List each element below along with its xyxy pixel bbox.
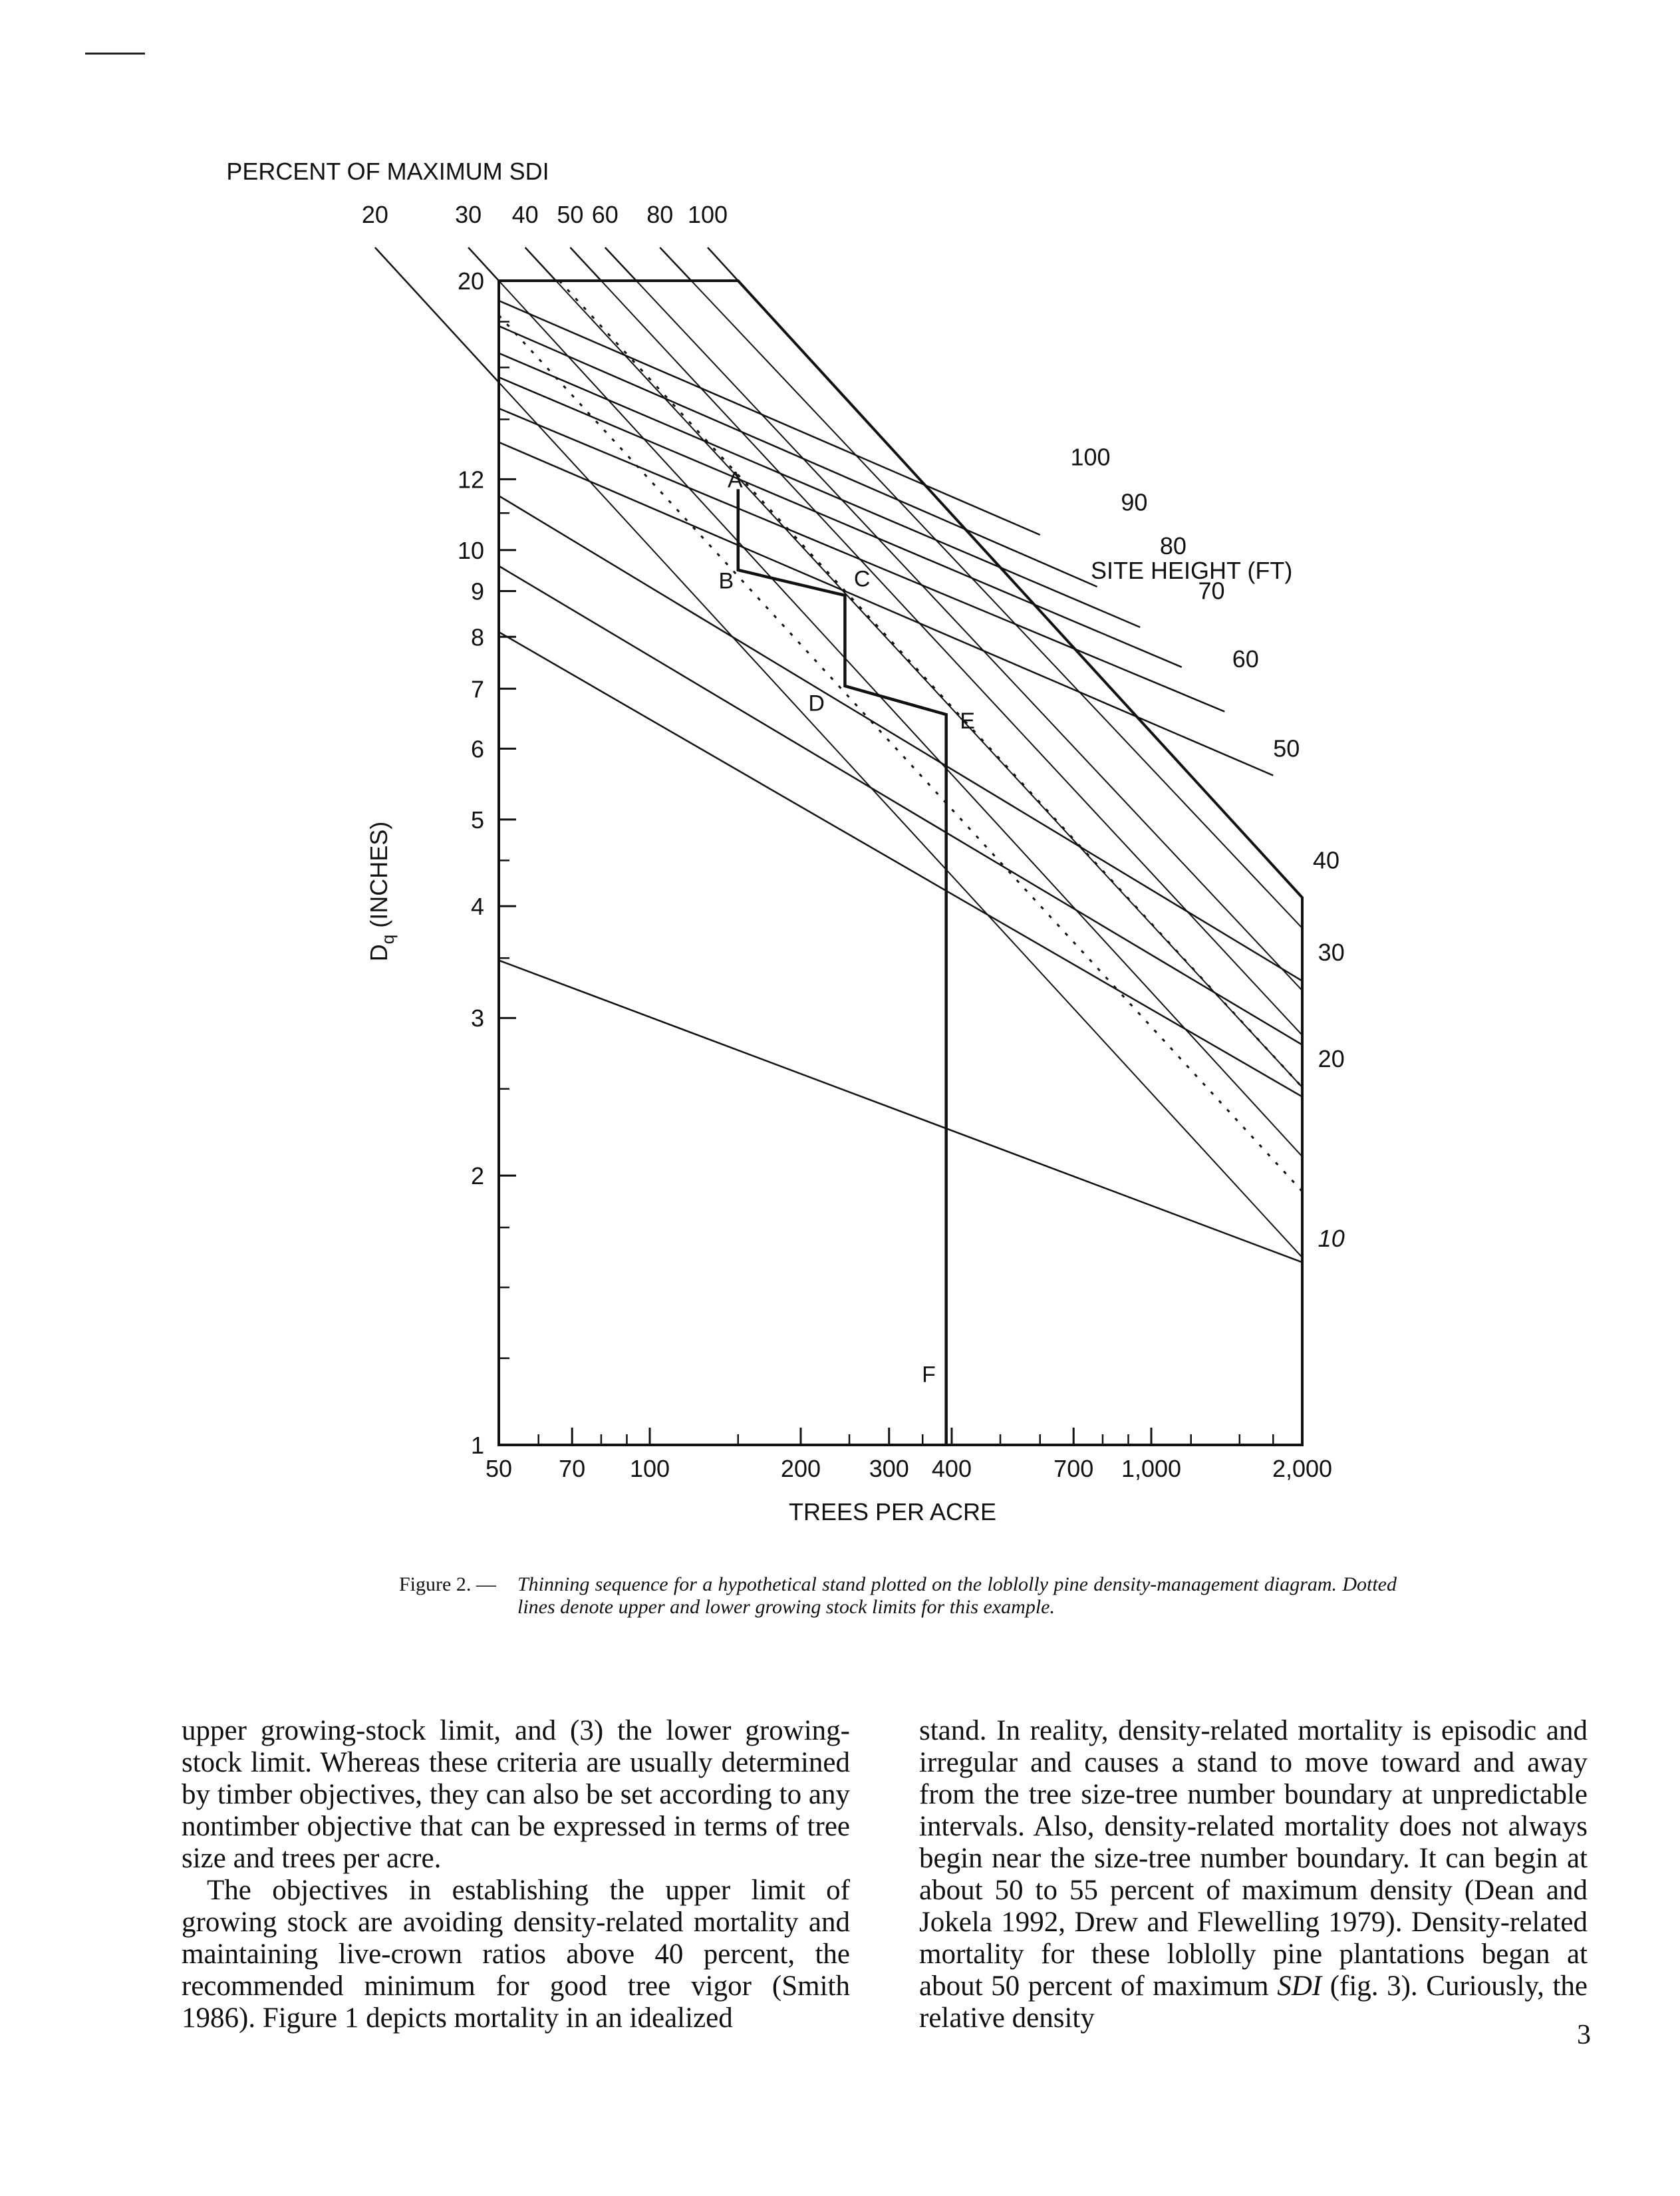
y-tick-label: 10 xyxy=(457,536,484,564)
sdi-top-tick xyxy=(660,247,691,281)
site-height-label: SITE HEIGHT (FT) xyxy=(1091,557,1293,584)
x-tick-label: 1,000 xyxy=(1121,1455,1182,1482)
y-tick-label: 20 xyxy=(457,267,484,295)
top-axis-label: PERCENT OF MAXIMUM SDI xyxy=(226,158,549,185)
y-tick-label: 7 xyxy=(470,675,484,703)
site-height-value-label: 70 xyxy=(1198,577,1225,605)
thinning-point-label: E xyxy=(960,708,975,734)
y-tick-label: 9 xyxy=(470,577,484,605)
sdi-percent-label: 30 xyxy=(455,201,482,228)
y-tick-label: 5 xyxy=(470,806,484,834)
sdi-line xyxy=(636,281,1302,991)
thinning-point-label: A xyxy=(728,467,743,493)
x-tick-label: 100 xyxy=(629,1455,670,1482)
sdi-top-tick xyxy=(708,247,738,281)
body-column-right xyxy=(919,1715,1588,2034)
site-height-line xyxy=(499,566,1302,1045)
x-tick-label: 200 xyxy=(780,1455,821,1482)
site-height-line xyxy=(499,377,1182,667)
emphasis: SDI xyxy=(1277,1970,1322,2002)
y-tick-label: 6 xyxy=(470,735,484,763)
sdi-percent-label: 40 xyxy=(511,201,539,228)
x-tick-label: 2,000 xyxy=(1272,1455,1333,1482)
caption-label: Figure 2. — xyxy=(399,1573,496,1595)
site-height-line xyxy=(499,326,1097,587)
y-tick-label: 2 xyxy=(470,1162,484,1190)
x-axis-label: TREES PER ACRE xyxy=(788,1498,997,1525)
x-tick-label: 700 xyxy=(1053,1455,1094,1482)
site-height-value-label: 80 xyxy=(1159,532,1187,560)
site-height-line xyxy=(499,301,1040,535)
site-height-value-label: 20 xyxy=(1318,1044,1345,1072)
text-span: (fig. 3). Curiously, the relative density xyxy=(919,1970,1588,2034)
sdi-percent-label: 20 xyxy=(361,201,388,228)
text-span: stand. In reality, density-related mortality is episodic and irregular and causes a stand to move toward and away from the tree size-tree number boundary at unpredictable intervals. Also, density-related mortality does not always begin near the size-tree number boundary. It can begin at about 50 to 55 percent of maximum density (Dean and Jokela 1992, Drew and Flewelling 1979). Density-related mortality for these loblolly pine plantations began at about 50 percent of maximum xyxy=(919,1715,1588,2002)
x-tick-label: 50 xyxy=(485,1455,513,1482)
body-column-left xyxy=(182,1715,850,2034)
sdi-percent-label: 50 xyxy=(557,201,584,228)
sdi-line xyxy=(556,281,1302,1087)
sdi-line xyxy=(601,281,1302,1035)
site-height-value-label: 30 xyxy=(1318,938,1345,966)
site-height-line xyxy=(499,961,1302,1263)
page-number: 3 xyxy=(1577,2020,1591,2050)
thinning-path xyxy=(738,489,946,1445)
y-tick-label: 1 xyxy=(470,1432,484,1459)
y-tick-label: 3 xyxy=(470,1005,484,1032)
thinning-point-label: B xyxy=(718,568,734,594)
paragraph xyxy=(919,1715,1588,2034)
sdi-percent-label: 100 xyxy=(687,201,728,228)
paragraph: upper growing-stock limit, and (3) the lower growing-stock limit. Whereas these criteria are usually determined by timber objectives, they can also be set according to any nontimber objective that can be expressed in terms of tree size and trees per acre. xyxy=(182,1715,850,1874)
site-height-value-label: 40 xyxy=(1312,846,1340,874)
sdi-line xyxy=(499,281,1302,1157)
x-tick-label: 400 xyxy=(931,1455,972,1482)
site-height-value-label: 90 xyxy=(1121,488,1148,516)
site-height-value-label: 10 xyxy=(1318,1225,1345,1253)
y-axis-label: $D_q$ (INCHES) xyxy=(365,821,398,962)
sdi-top-tick xyxy=(605,247,636,281)
sdi-line xyxy=(499,383,1302,1258)
sdi-line xyxy=(691,281,1302,928)
figure-caption xyxy=(399,1573,1397,1619)
site-height-line xyxy=(499,442,1273,776)
growing-stock-limit-line xyxy=(499,315,1302,1191)
paragraph: The objectives in establishing the upper limit of growing stock are avoiding density-related mortality and maintaining live-crown ratios above 40 percent, the recommended minimum for good tree vigor (Smith 1986). Figure 1 depicts mortality in an idealized xyxy=(182,1875,850,2034)
thinning-point-label: C xyxy=(853,566,871,592)
sdi-percent-label: 80 xyxy=(646,201,674,228)
site-height-line xyxy=(499,353,1140,627)
y-tick-label: 8 xyxy=(470,623,484,651)
sdi-top-tick xyxy=(525,247,556,281)
y-tick-label: 4 xyxy=(470,893,484,921)
y-tick-label: 12 xyxy=(457,466,484,494)
sdi-top-tick xyxy=(570,247,601,281)
caption-text: Thinning sequence for a hypothetical stand plotted on the loblolly pine density-management diagram. Dotted lines denote upper and lower growing stock limits for this example. xyxy=(517,1573,1397,1618)
x-tick-label: 70 xyxy=(559,1455,586,1482)
site-height-value-label: 60 xyxy=(1232,645,1259,673)
thinning-point-label: F xyxy=(922,1362,936,1388)
thinning-point-label: D xyxy=(808,691,825,716)
x-tick-label: 300 xyxy=(869,1455,909,1482)
sdi-percent-label: 60 xyxy=(591,201,619,228)
site-height-value-label: 100 xyxy=(1070,443,1111,471)
site-height-value-label: 50 xyxy=(1273,734,1300,762)
